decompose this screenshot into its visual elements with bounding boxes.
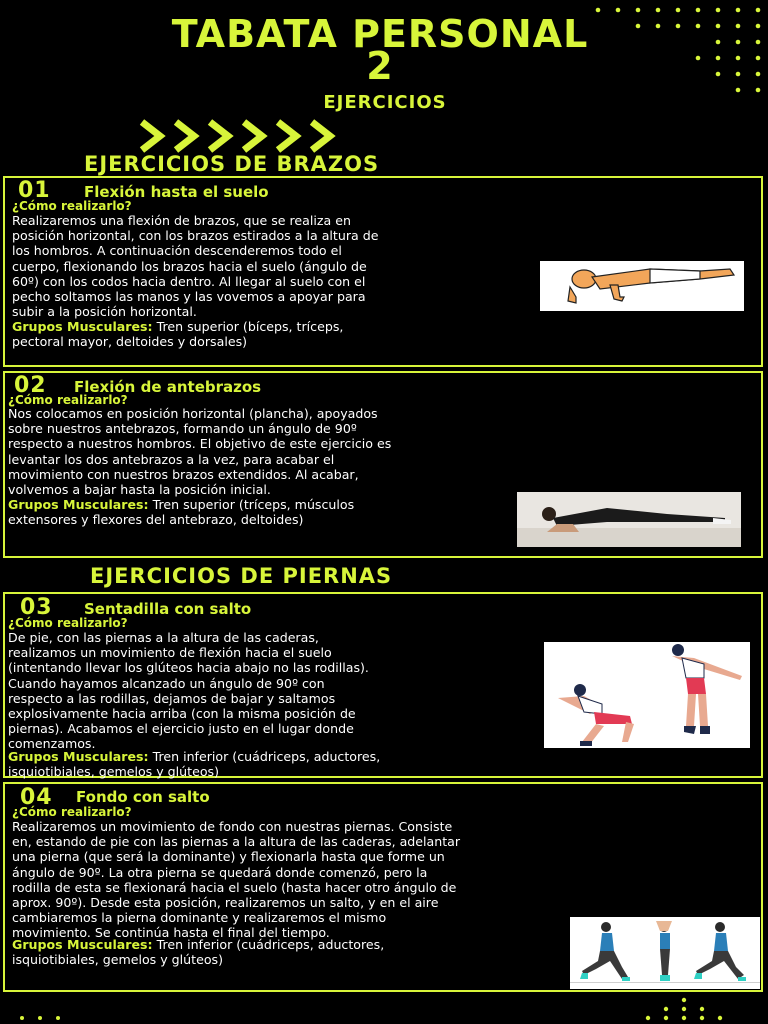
exercise-description: Realizaremos una flexión de brazos, que se realiza en posición horizontal, con los brazos estirados a la altura de los hombros. A continuación descenderemos todo el cuerpo, flexionando los brazos hacia el suelo (ángulo de 60º) con los codos hacia dentro. Al llegar al suelo con el pecho soltamos las manos y las vovemos a apoyar para subir a la posición horizontal. (12, 213, 379, 320)
muscle-groups: Grupos Musculares: Tren superior (bíceps, tríceps, pectoral mayor, deltoides y dorsales) (12, 319, 344, 350)
how-to-label: ¿Cómo realizarlo? (8, 393, 128, 407)
exercise-description: De pie, con las piernas a la altura de las caderas, realizamos un movimiento de flexión hacia el suelo (intentando llevar los glúteos hacia abajo no las rodillas). Cuando hayamos alcanzado un ángulo de 90º con respecto a las rodillas, dejamos de bajar y saltamos explosivamente hacia arriba (con la misma posición de piernas). Acabamos el ejercicio justo en el lugar donde comenzamos. (8, 630, 369, 752)
page-subtitle: EJERCICIOS (323, 92, 447, 113)
jump-lunge-illustration (570, 917, 760, 989)
exercise-number: 02 (14, 373, 47, 398)
page-title (60, 12, 700, 88)
chevrons-right-icon (138, 118, 338, 154)
page-title-line1: TABATA PERSONAL (171, 12, 589, 56)
dot-pattern-decoration (12, 1004, 192, 1024)
how-to-label: ¿Cómo realizarlo? (8, 616, 128, 630)
how-to-label: ¿Cómo realizarlo? (12, 199, 132, 213)
exercise-number: 03 (20, 595, 53, 620)
dot-pattern-decoration (600, 994, 768, 1024)
muscle-groups: Grupos Musculares: Tren inferior (cuádriceps, aductores, isquiotibiales, gemelos y glúteos) (8, 749, 381, 780)
muscle-groups-label: Grupos Musculares: (12, 937, 153, 952)
muscle-groups-label: Grupos Musculares: (12, 319, 153, 334)
page-title-line2: 2 (366, 44, 394, 88)
exercise-description: Realizaremos un movimiento de fondo con nuestras piernas. Consiste en, estando de pie con las piernas a la altura de las caderas, adelantar una pierna (que será la dominante) y flexionarla hasta que forme un ángulo de 90º. La otra pierna se quedará donde comenzó, pero la rodilla de esta se flexionará hacia el suelo (hasta hacer otro ángulo de aprox. 90º). Desde esta posición, realizaremos un salto, y en el aire cambiaremos la pierna dominante y realizaremos el mismo movimiento. Se continúa hasta el final del tiempo. (12, 819, 461, 941)
muscle-groups: Grupos Musculares: Tren superior (tríceps, músculos extensores y flexores del antebrazo, deltoides) (8, 497, 355, 528)
exercise-title: Flexión hasta el suelo (84, 183, 269, 201)
exercise-title: Sentadilla con salto (84, 600, 252, 618)
section-heading-legs: EJERCICIOS DE PIERNAS (90, 564, 393, 588)
exercise-number: 01 (18, 178, 51, 203)
muscle-groups-label: Grupos Musculares: (8, 749, 149, 764)
exercise-description: Nos colocamos en posición horizontal (plancha), apoyados sobre nuestros antebrazos, formando un ángulo de 90º respecto a nuestros hombros. El objetivo de este ejercicio es levantar los dos antebrazos a la vez, para acabar el movimiento con nuestros brazos extendidos. Al acabar, volvemos a bajar hasta la posición inicial. (8, 406, 392, 498)
pushup-illustration (540, 261, 744, 311)
exercise-number: 04 (20, 785, 53, 810)
muscle-groups-label: Grupos Musculares: (8, 497, 149, 512)
muscle-groups: Grupos Musculares: Tren inferior (cuádriceps, aductores, isquiotibiales, gemelos y glúteos) (12, 937, 385, 968)
forearm-plank-photo (517, 492, 741, 547)
section-heading-arms: EJERCICIOS DE BRAZOS (84, 152, 380, 176)
exercise-title: Fondo con salto (76, 788, 210, 806)
how-to-label: ¿Cómo realizarlo? (12, 805, 132, 819)
jump-squat-illustration (544, 642, 750, 748)
exercise-title: Flexión de antebrazos (74, 378, 262, 396)
